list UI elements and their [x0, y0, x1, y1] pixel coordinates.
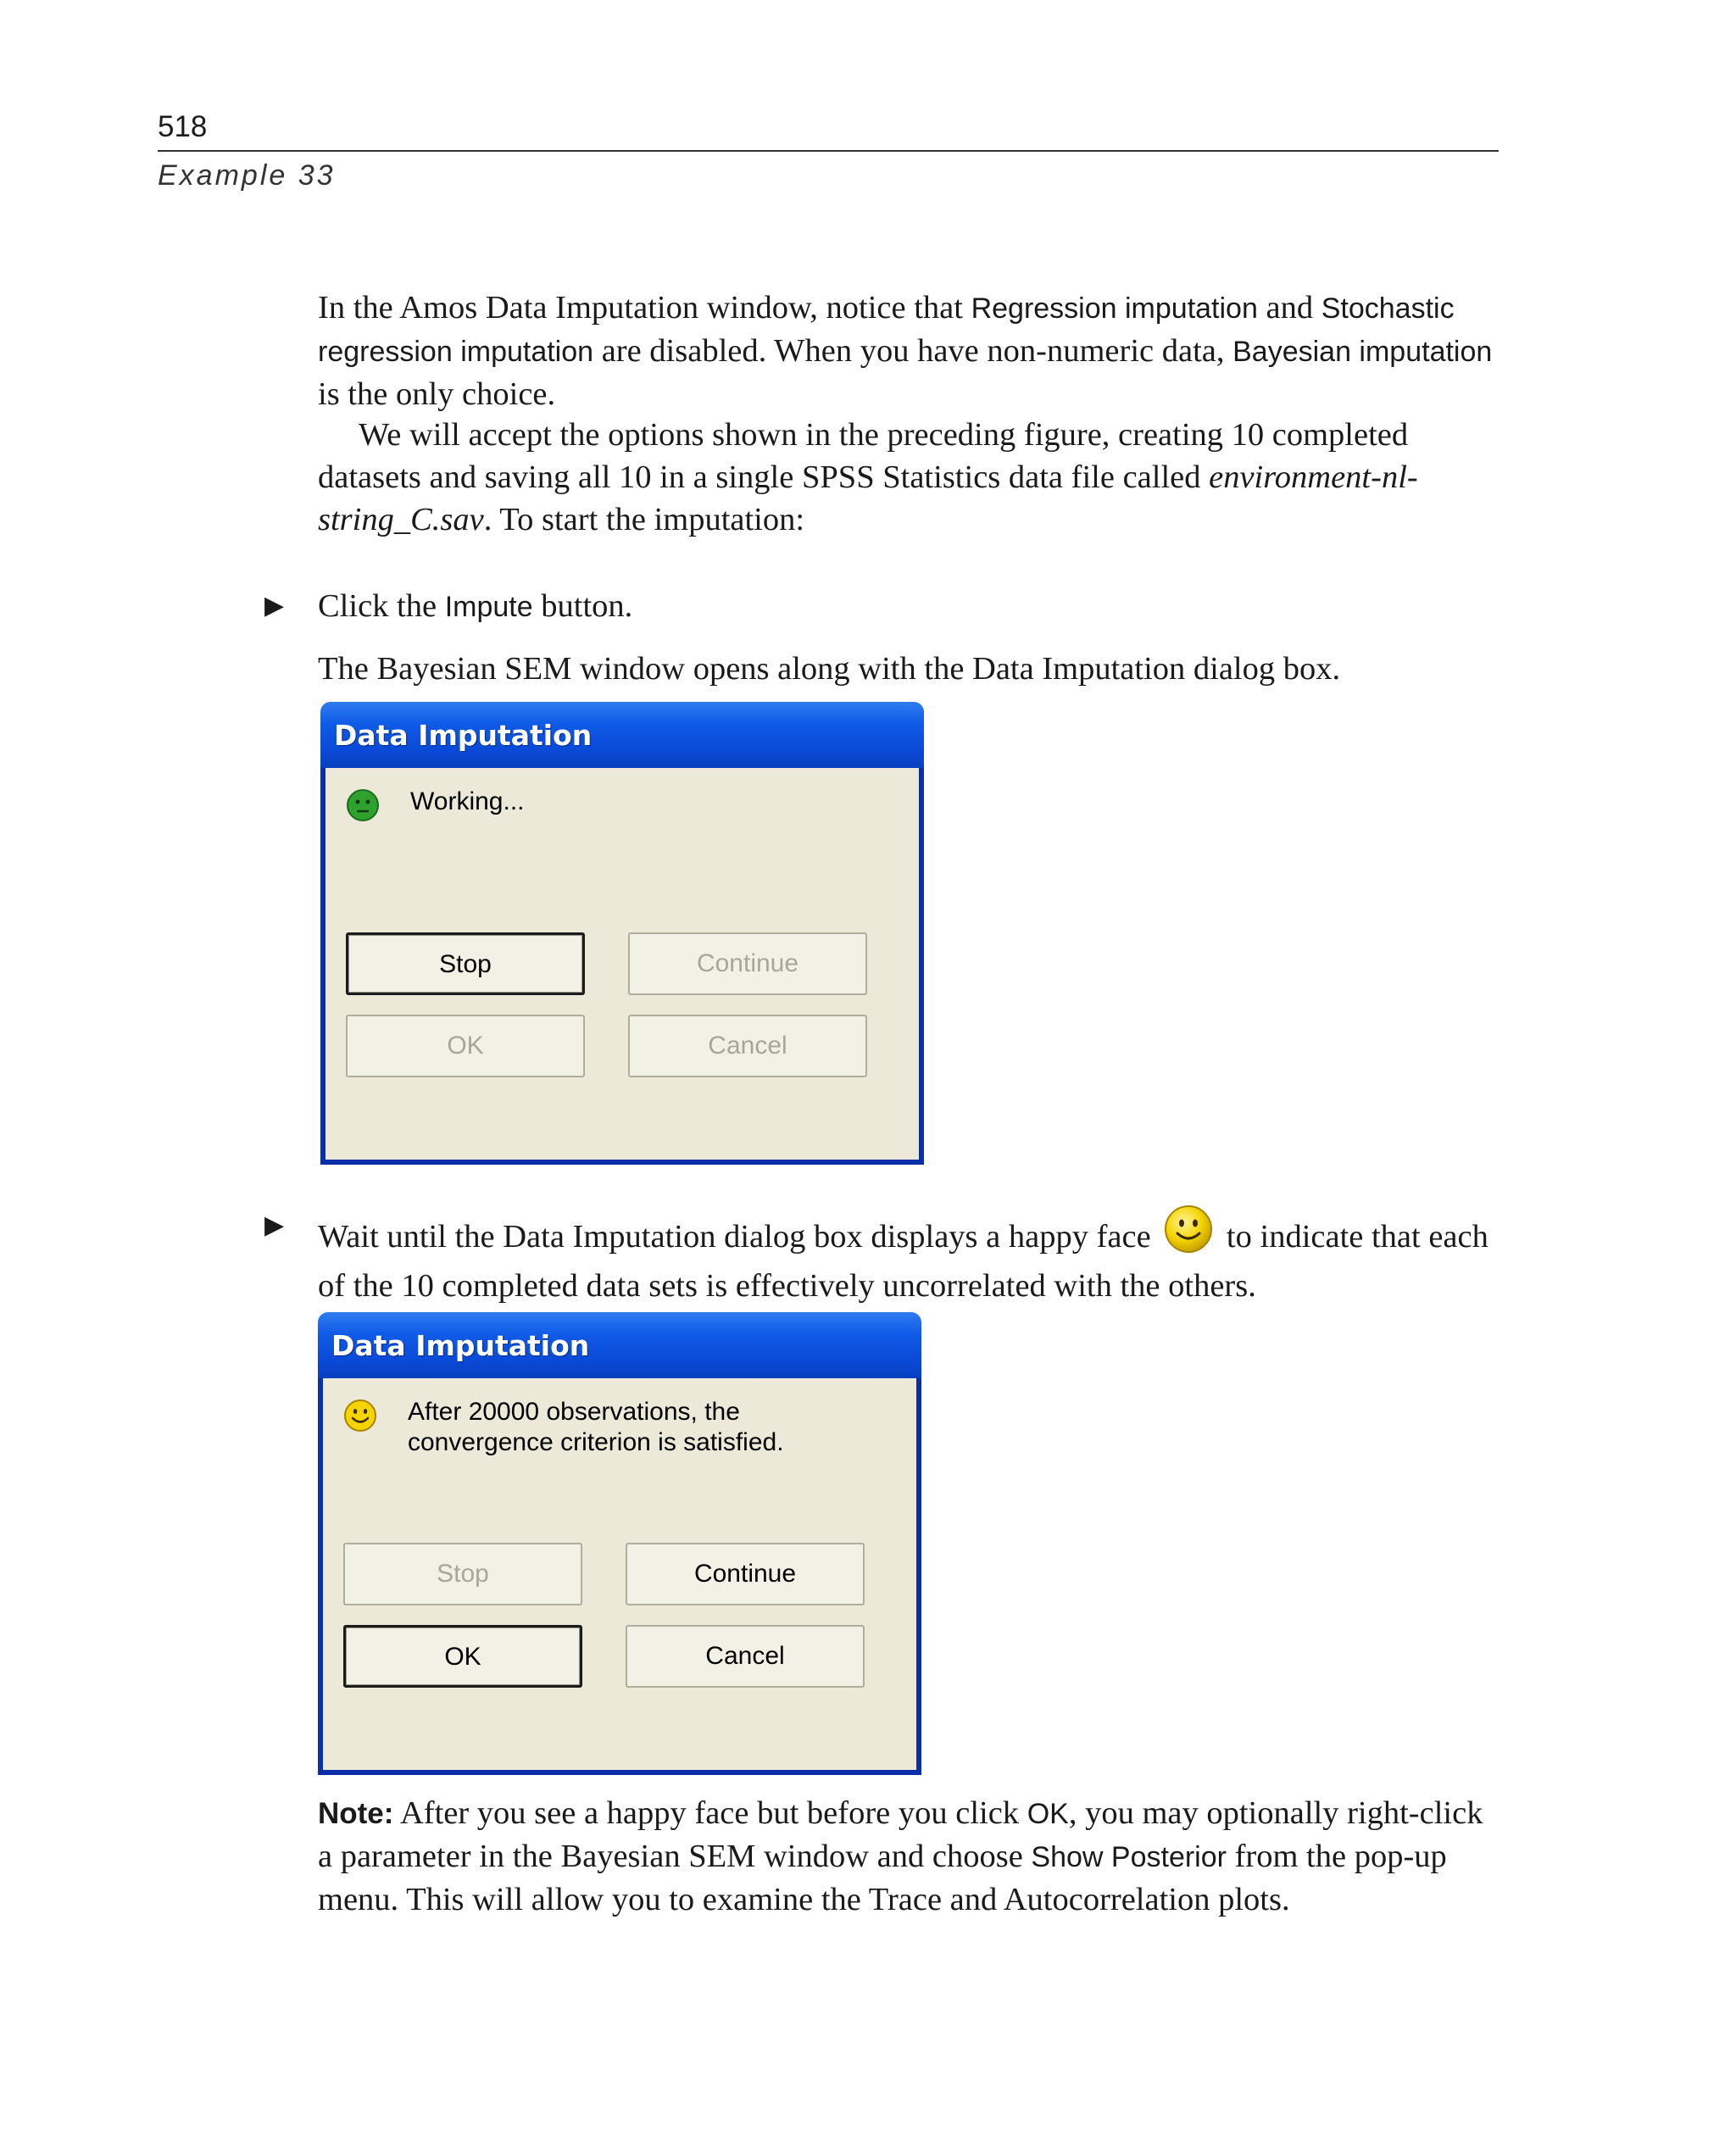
- text: are disabled. When you have non-numeric data,: [593, 333, 1233, 369]
- ui-term: OK: [1027, 1798, 1069, 1830]
- text: and: [1257, 290, 1321, 325]
- message-line-2: convergence criterion is satisfied.: [408, 1428, 784, 1456]
- dialog-title: Data Imputation: [334, 719, 593, 752]
- paragraph-accept-options: [318, 414, 1505, 541]
- stop-button[interactable]: Stop: [346, 932, 585, 995]
- data-imputation-dialog-converged: [318, 1312, 921, 1775]
- ui-term: Stochastic regression imputation: [318, 292, 1455, 368]
- titlebar[interactable]: [318, 1312, 921, 1378]
- happy-face-icon: [1164, 1205, 1213, 1265]
- ui-term: Bayesian imputation: [1232, 336, 1493, 368]
- continue-button[interactable]: Continue: [628, 932, 867, 995]
- text: Wait until the Data Imputation dialog box displays a happy face: [318, 1219, 1160, 1255]
- text: from the pop-up menu. This will allow you to examine the Trace and Autocorrelation plots.: [318, 1839, 1447, 1917]
- ui-term: Regression imputation: [971, 292, 1258, 325]
- status-message: [408, 1397, 882, 1458]
- text: . To start the imputation:: [483, 502, 805, 537]
- text: After you see a happy face but before you click: [393, 1795, 1027, 1831]
- bullet-marker: ▶: [264, 591, 285, 620]
- neutral-face-icon: [346, 788, 380, 826]
- dialog-client: [323, 1378, 916, 1770]
- cancel-button[interactable]: Cancel: [626, 1625, 865, 1688]
- continue-button[interactable]: Continue: [626, 1543, 865, 1605]
- ui-term: Impute: [444, 591, 533, 623]
- filename: environment-nl-string_C.sav: [318, 459, 1418, 537]
- data-imputation-dialog-working: [320, 702, 924, 1165]
- page-number: 518: [158, 110, 208, 143]
- text: is the only choice.: [318, 376, 556, 412]
- ok-button[interactable]: OK: [346, 1015, 585, 1077]
- paragraph-disabled-options: [318, 287, 1505, 415]
- ui-term: Show Posterior: [1031, 1841, 1227, 1873]
- text: In the Amos Data Imputation window, notice that: [318, 290, 971, 325]
- stop-button[interactable]: Stop: [343, 1543, 582, 1605]
- ok-button[interactable]: OK: [343, 1625, 582, 1688]
- note-label: Note:: [318, 1797, 394, 1830]
- header-rule: [158, 150, 1499, 152]
- paragraph-window-opens: The Bayesian SEM window opens along with the Data Imputation dialog box.: [318, 651, 1341, 687]
- cancel-button[interactable]: Cancel: [628, 1015, 867, 1077]
- text: Click the: [318, 588, 445, 624]
- titlebar[interactable]: [320, 702, 924, 768]
- dialog-client: [326, 768, 919, 1160]
- bullet-text: [318, 585, 1511, 628]
- text: , you may optionally right-click a parameter in the Bayesian SEM window and choose: [318, 1795, 1483, 1874]
- bullet-text: [318, 1205, 1511, 1307]
- bullet-wait-happy-face: [264, 1205, 1511, 1307]
- text: button.: [532, 588, 633, 624]
- dialog-title: Data Imputation: [331, 1329, 590, 1362]
- text: We will accept the options shown in the preceding figure, creating 10 completed datasets and saving all 10 in a single SPSS Statistics data file called: [318, 417, 1409, 495]
- text: to indicate that each of the 10 completed data sets is effectively uncorrelated with the others.: [318, 1219, 1488, 1304]
- happy-face-icon: [343, 1399, 377, 1437]
- status-message: Working...: [410, 787, 525, 815]
- bullet-click-impute: [264, 585, 1511, 628]
- note-paragraph: [318, 1792, 1505, 1921]
- bullet-marker: ▶: [264, 1210, 285, 1240]
- running-head: Example 33: [158, 159, 336, 192]
- message-line-1: After 20000 observations, the: [408, 1398, 740, 1426]
